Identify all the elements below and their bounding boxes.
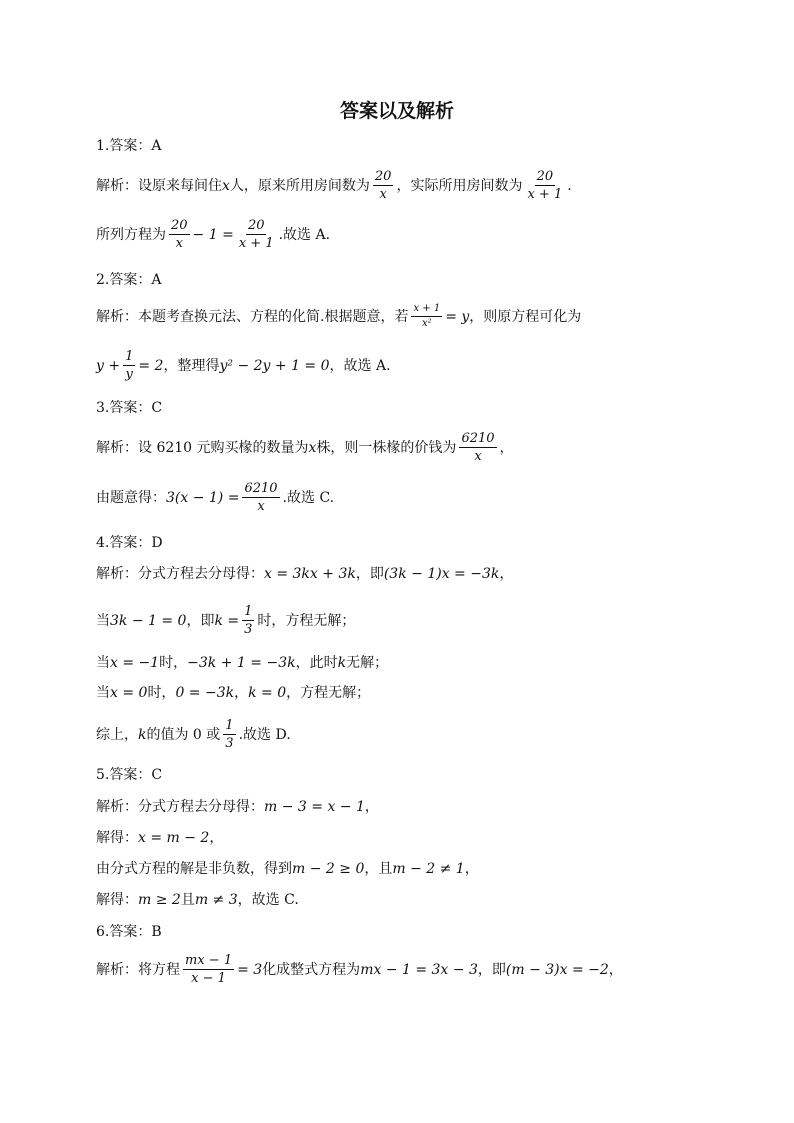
q1-text: . bbox=[567, 177, 572, 194]
q6-fraction bbox=[183, 954, 234, 985]
frac-den: 3 bbox=[225, 736, 234, 751]
q3-fraction bbox=[242, 482, 279, 513]
q1-fraction bbox=[237, 219, 276, 250]
q5-text: 且 bbox=[180, 892, 195, 908]
q5-answer-text: 5.答案：C bbox=[96, 767, 163, 783]
q4-math: k = 0 bbox=[248, 685, 287, 701]
q5-analysis-line1 bbox=[96, 800, 379, 814]
q3-var: x bbox=[308, 439, 317, 456]
frac-den: x bbox=[474, 449, 482, 464]
q4-text: ， bbox=[234, 685, 249, 701]
q1-text: .故选 A. bbox=[278, 226, 331, 243]
q3-answer bbox=[96, 401, 162, 415]
q4-math: −3k + 1 = −3k bbox=[187, 655, 296, 671]
q1-text: ，实际所用房间数为 bbox=[396, 177, 523, 194]
q6-math: = 3 bbox=[237, 961, 263, 978]
q2-text: ，则原方程可化为 bbox=[469, 308, 582, 325]
frac-num: 20 bbox=[374, 169, 392, 184]
frac-den: x + 1 bbox=[238, 236, 274, 251]
q5-analysis-line2 bbox=[96, 831, 223, 845]
q4-text: 时， bbox=[159, 655, 188, 671]
q6-text: 解析：将方程 bbox=[96, 961, 180, 978]
q2-analysis-line2 bbox=[96, 350, 391, 381]
q1-text: 所列方程为 bbox=[96, 226, 166, 243]
q6-answer-text: 6.答案：B bbox=[96, 924, 162, 940]
q5-answer bbox=[96, 768, 162, 782]
q1-analysis-line1 bbox=[96, 170, 572, 201]
frac-den: x bbox=[175, 236, 183, 251]
q6-text: ， bbox=[608, 961, 623, 978]
q4-text: 解析：分式方程去分母得： bbox=[96, 566, 264, 582]
q2-math: y² − 2y + 1 = 0 bbox=[219, 357, 330, 374]
q4-analysis-line2 bbox=[96, 605, 355, 636]
frac-num: 6210 bbox=[461, 431, 495, 446]
q4-text: 无解； bbox=[346, 655, 389, 671]
q5-text: 解得： bbox=[96, 830, 138, 846]
q2-text: ，整理得 bbox=[163, 357, 220, 374]
q4-text: 时， bbox=[147, 685, 176, 701]
q4-math: (3k − 1)x = −3k bbox=[383, 566, 500, 582]
q4-math: k = bbox=[214, 612, 240, 629]
q2-answer-text: 2.答案：A bbox=[96, 272, 162, 288]
q4-text: ，方程无解； bbox=[286, 685, 371, 701]
frac-num: 6210 bbox=[244, 481, 278, 496]
q5-math: m ≥ 2 bbox=[138, 892, 181, 908]
frac-den: 3 bbox=[244, 622, 253, 637]
q1-text: 解析：设原来每间住 bbox=[96, 177, 222, 194]
q3-text: .故选 C. bbox=[282, 489, 335, 506]
q1-analysis-line2 bbox=[96, 219, 330, 250]
q5-text: ， bbox=[209, 830, 224, 846]
q4-analysis-line4 bbox=[96, 686, 370, 700]
q4-analysis-line5 bbox=[96, 719, 291, 750]
q1-text: 人，原来所用房间数为 bbox=[229, 177, 370, 194]
q4-text: 综上， bbox=[96, 726, 138, 743]
q6-math: (m − 3)x = −2 bbox=[505, 961, 609, 978]
q3-text: 由题意得： bbox=[96, 489, 166, 506]
frac-den: x² bbox=[422, 318, 432, 329]
q3-answer-text: 3.答案：C bbox=[96, 400, 163, 416]
q4-text: ，此时 bbox=[295, 655, 338, 671]
frac-den: x + 1 bbox=[527, 187, 563, 202]
q4-analysis-line1 bbox=[96, 567, 513, 581]
q4-math: x = 0 bbox=[110, 685, 148, 701]
q4-fraction bbox=[242, 605, 254, 636]
q3-text: 解析：设 6210 元购买椽的数量为 bbox=[96, 439, 309, 456]
q4-math: x = 3kx + 3k bbox=[264, 566, 356, 582]
q3-text: ， bbox=[499, 439, 514, 456]
q4-fraction bbox=[223, 719, 235, 750]
q3-text: 株，则一株椽的价钱为 bbox=[316, 439, 457, 456]
q3-analysis-line1 bbox=[96, 432, 514, 463]
q1-fraction bbox=[169, 219, 190, 250]
q4-text: 当 bbox=[96, 612, 110, 629]
frac-num: x + 1 bbox=[411, 304, 442, 317]
q5-analysis-line4 bbox=[96, 893, 299, 907]
frac-den: x bbox=[257, 499, 265, 514]
q6-text: 化成整式方程为 bbox=[262, 961, 361, 978]
q2-fraction bbox=[123, 350, 135, 381]
q2-fraction bbox=[411, 304, 442, 329]
frac-den: y bbox=[125, 367, 133, 382]
frac-num: mx − 1 bbox=[185, 953, 233, 968]
q2-math: = 2 bbox=[138, 357, 164, 374]
q1-var: x bbox=[222, 177, 230, 194]
q4-text: ，即 bbox=[355, 566, 384, 582]
frac-den: x bbox=[379, 187, 387, 202]
q5-math: m − 2 ≥ 0 bbox=[292, 861, 365, 877]
q4-text: 当 bbox=[96, 655, 110, 671]
q2-answer bbox=[96, 273, 161, 287]
q5-math: m ≠ 3 bbox=[194, 892, 238, 908]
q4-analysis-line3 bbox=[96, 656, 388, 670]
q5-math: m − 2 ≠ 1 bbox=[392, 861, 465, 877]
frac-num: 1 bbox=[125, 349, 134, 364]
q6-math: mx − 1 = 3x − 3 bbox=[360, 961, 478, 978]
q4-math: 3k − 1 = 0 bbox=[110, 612, 187, 629]
q1-fraction bbox=[525, 170, 564, 201]
q3-analysis-line2 bbox=[96, 482, 334, 513]
frac-num: 20 bbox=[247, 218, 265, 233]
frac-num: 1 bbox=[244, 604, 253, 619]
q4-text: .故选 D. bbox=[238, 726, 291, 743]
page-title: 答案以及解析 bbox=[339, 100, 454, 122]
q5-text: 解得： bbox=[96, 892, 138, 908]
q5-text: 解析：分式方程去分母得： bbox=[96, 799, 264, 815]
q4-text: ， bbox=[499, 566, 514, 582]
q4-math: k bbox=[138, 726, 147, 743]
q4-text: 的值为 0 或 bbox=[146, 726, 221, 743]
q5-analysis-line3 bbox=[96, 862, 479, 876]
q6-analysis-line1 bbox=[96, 954, 623, 985]
frac-num: 20 bbox=[171, 218, 188, 233]
q6-text: ，即 bbox=[477, 961, 506, 978]
q4-math: x = −1 bbox=[110, 655, 160, 671]
q5-text: ，且 bbox=[364, 861, 393, 877]
q2-math: y + bbox=[96, 357, 121, 374]
q4-answer-text: 4.答案：D bbox=[96, 535, 163, 551]
q4-text: 时，方程无解； bbox=[257, 612, 356, 629]
frac-num: 1 bbox=[225, 718, 234, 733]
q2-text: ，故选 A. bbox=[329, 357, 391, 374]
q1-fraction bbox=[373, 170, 394, 201]
q5-text: 由分式方程的解是非负数，得到 bbox=[96, 861, 292, 877]
q6-answer bbox=[96, 925, 162, 939]
q5-text: ， bbox=[464, 861, 479, 877]
q4-math: k bbox=[337, 655, 347, 671]
q1-math: − 1 = bbox=[192, 226, 234, 243]
q2-math: = y bbox=[445, 308, 470, 325]
q4-text: ，即 bbox=[186, 612, 215, 629]
frac-den: x − 1 bbox=[191, 971, 226, 986]
q4-answer bbox=[96, 536, 163, 550]
q3-fraction bbox=[459, 432, 496, 463]
q3-math: 3(x − 1) = bbox=[166, 489, 240, 506]
q4-math: 0 = −3k bbox=[175, 685, 235, 701]
q1-answer bbox=[96, 139, 161, 153]
q4-text: 当 bbox=[96, 685, 110, 701]
q5-text: ，故选 C. bbox=[237, 892, 299, 908]
q5-math: m − 3 = x − 1 bbox=[264, 799, 365, 815]
q2-analysis-line1 bbox=[96, 304, 581, 329]
q5-text: ， bbox=[364, 799, 379, 815]
q5-math: x = m − 2 bbox=[138, 830, 210, 846]
q2-text: 解析：本题考查换元法、方程的化简.根据题意，若 bbox=[96, 308, 409, 325]
q1-answer-text: 1.答案：A bbox=[96, 138, 162, 154]
frac-num: 20 bbox=[536, 169, 554, 184]
